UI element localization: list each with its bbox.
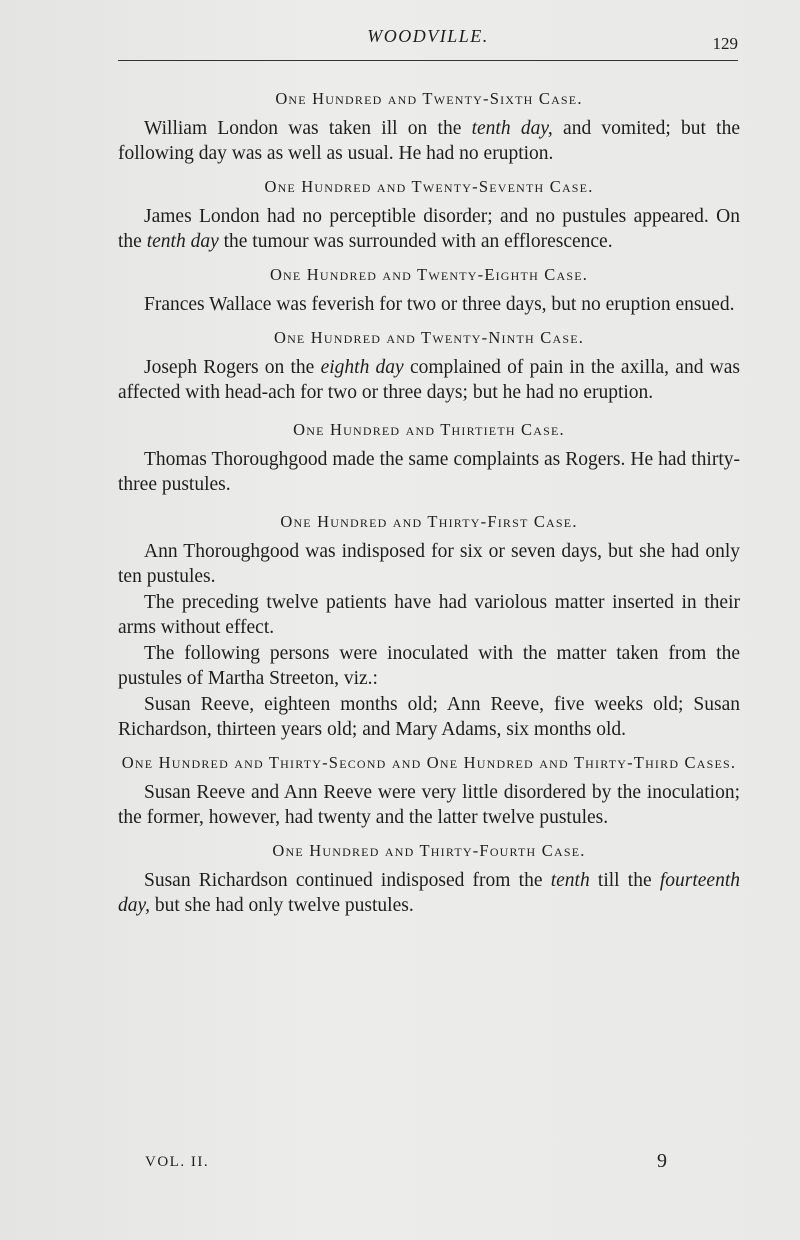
page-number: 129 [712, 34, 738, 53]
italic-run: tenth day [146, 231, 219, 252]
case-heading: One Hundred and Twenty-Eighth Case. [269, 265, 589, 284]
text-run: Joseph Rogers on the [144, 357, 321, 378]
case-heading: One Hundred and Twenty-Seventh Case. [264, 177, 594, 196]
case-heading: One Hundred and Thirtieth Case. [293, 420, 565, 439]
page-body [118, 88, 740, 928]
text-run: Thomas Thoroughgood made the same complaints as Rogers. He had thirty-three pustules. [118, 449, 740, 495]
text-run: till the [589, 870, 660, 891]
text-run: Susan Richardson continued indisposed from the [144, 870, 551, 891]
volume-signature: VOL. II. [145, 1154, 210, 1170]
text-run: Susan Reeve and Ann Reeve were very little disordered by the inoculation; the former, however, had twenty and the latter twelve pustules. [118, 782, 740, 828]
text-run: James London had no perceptible disorder; and no pustules appeared. On the [118, 206, 740, 252]
case-paragraph [118, 355, 740, 405]
case-heading: One Hundred and Thirty-Second and One Hundred and Thirty-Third Cases. [121, 753, 737, 772]
case-paragraph [118, 780, 740, 830]
text-run: the tumour was surrounded with an efflorescence. [218, 231, 613, 252]
case-paragraph [118, 292, 740, 317]
running-head [118, 26, 738, 62]
text-run: Ann Thoroughgood was indisposed for six or seven days, but she had only ten pustules. [118, 541, 740, 587]
running-title: WOODVILLE. [367, 26, 489, 46]
gathering-mark: 9 [657, 1150, 667, 1172]
case-paragraph [118, 539, 740, 589]
case-paragraph [118, 692, 740, 742]
text-run: but she had only twelve pustules. [149, 895, 414, 916]
case-heading: One Hundred and Twenty-Sixth Case. [275, 89, 583, 108]
case-heading: One Hundred and Twenty-Ninth Case. [273, 328, 585, 347]
page-footer [145, 1150, 685, 1178]
case-paragraph [118, 116, 740, 166]
case-paragraph [118, 204, 740, 254]
header-rule [118, 60, 738, 61]
case-paragraph [118, 868, 740, 918]
italic-run: tenth [550, 870, 590, 891]
italic-run: tenth day, [471, 118, 553, 139]
text-run: The following persons were inoculated with the matter taken from the pustules of Martha Streeton, viz.: [118, 643, 740, 689]
text-run: Frances Wallace was feverish for two or three days, but no eruption ensued. [144, 294, 735, 315]
italic-run: fourteenth day, [118, 870, 740, 916]
case-heading: One Hundred and Thirty-First Case. [280, 512, 578, 531]
case-paragraph [118, 641, 740, 691]
text-run: complained of pain in the axilla, and was affected with head-ach for two or three days; but he had no eruption. [118, 357, 740, 403]
italic-run: eighth day [320, 357, 404, 378]
text-run: and vomited; but the following day was as well as usual. He had no eruption. [118, 118, 740, 164]
text-run: Susan Reeve, eighteen months old; Ann Reeve, five weeks old; Susan Richardson, thirteen years old; and Mary Adams, six months old. [118, 694, 740, 740]
case-paragraph [118, 590, 740, 640]
text-run: The preceding twelve patients have had variolous matter inserted in their arms without effect. [118, 592, 740, 638]
text-run: William London was taken ill on the [144, 118, 472, 139]
case-paragraph [118, 447, 740, 497]
case-heading: One Hundred and Thirty-Fourth Case. [272, 841, 586, 860]
